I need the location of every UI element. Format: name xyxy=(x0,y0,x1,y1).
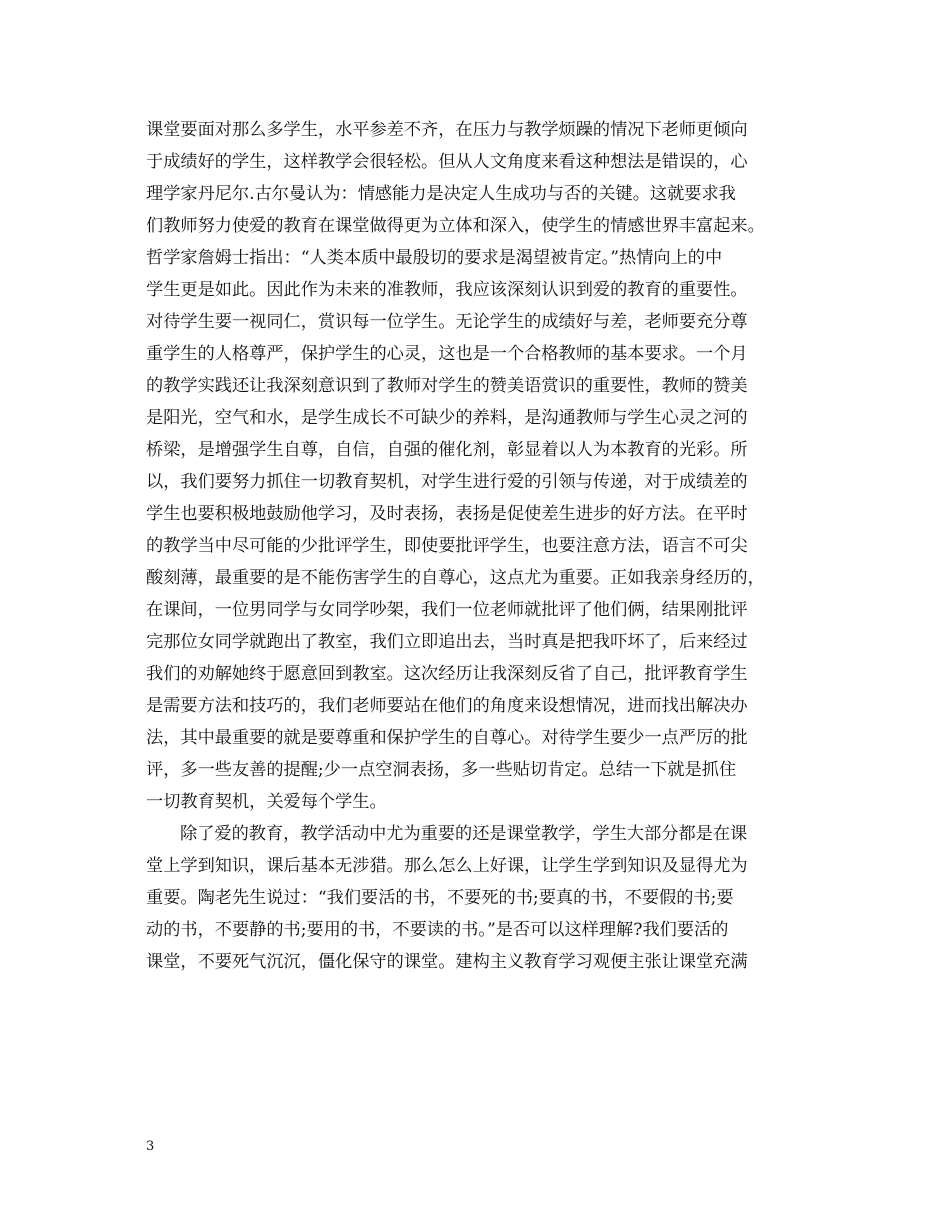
text-line: 我们的劝解她终于愿意回到教室。这次经历让我深刻反省了自己，批评教育学生 xyxy=(146,664,748,684)
text-line: 是阳光，空气和水，是学生成长不可缺少的养料，是沟通教师与学生心灵之河的 xyxy=(146,408,748,428)
text-line: 理学家丹尼尔.古尔曼认为：情感能力是决定人生成功与否的关键。这就要求我 xyxy=(146,184,736,204)
text-line: 课堂要面对那么多学生，水平参差不齐，在压力与教学烦躁的情况下老师更倾向 xyxy=(146,120,748,140)
text-line: 一切教育契机，关爱每个学生。 xyxy=(146,792,387,812)
text-line: 是需要方法和技巧的，我们老师要站在他们的角度来设想情况，进而找出解决办 xyxy=(146,696,748,716)
text-line: 完那位女同学就跑出了教室，我们立即追出去，当时真是把我吓坏了，后来经过 xyxy=(146,632,748,652)
text-line: 评，多一些友善的提醒;少一点空洞表扬，多一些贴切肯定。总结一下就是抓住 xyxy=(146,760,737,780)
text-line: 对待学生要一视同仁，赏识每一位学生。无论学生的成绩好与差，老师要充分尊 xyxy=(146,312,748,332)
text-line: 学生也要积极地鼓励他学习，及时表扬，表扬是促使差生进步的好方法。在平时 xyxy=(146,504,748,524)
text-line: 堂上学到知识，课后基本无涉猎。那么怎么上好课，让学生学到知识及显得尤为 xyxy=(146,856,748,876)
text-line: 们教师努力使爱的教育在课堂做得更为立体和深入，使学生的情感世界丰富起来。 xyxy=(146,216,765,236)
text-line: 以，我们要努力抓住一切教育契机，对学生进行爱的引领与传递，对于成绩差的 xyxy=(146,472,748,492)
text-line: 法，其中最重要的就是要尊重和保护学生的自尊心。对待学生要少一点严厉的批 xyxy=(146,728,748,748)
paragraph-start-line: 除了爱的教育，教学活动中尤为重要的还是课堂教学，学生大部分都是在课 xyxy=(180,824,748,844)
text-line: 哲学家詹姆士指出：“人类本质中最殷切的要求是渴望被肯定。”热情向上的中 xyxy=(146,248,723,268)
text-line: 动的书，不要静的书;要用的书，不要读的书。”是否可以这样理解?我们要活的 xyxy=(146,920,729,940)
text-line: 重要。陶老先生说过：“我们要活的书，不要死的书;要真的书，不要假的书;要 xyxy=(146,888,734,908)
text-line: 的教学实践还让我深刻意识到了教师对学生的赞美语赏识的重要性，教师的赞美 xyxy=(146,376,748,396)
text-line: 于成绩好的学生，这样教学会很轻松。但从人文角度来看这种想法是错误的，心 xyxy=(146,152,748,172)
text-line: 酸刻薄，最重要的是不能伤害学生的自尊心，这点尤为重要。正如我亲身经历的， xyxy=(146,568,765,588)
text-line: 学生更是如此。因此作为未来的准教师，我应该深刻认识到爱的教育的重要性。 xyxy=(146,280,748,300)
page-number: 3 xyxy=(146,1139,155,1154)
text-line: 桥梁，是增强学生自尊，自信，自强的催化剂，彰显着以人为本教育的光彩。所 xyxy=(146,440,748,460)
body-text xyxy=(146,114,812,978)
text-line: 重学生的人格尊严，保护学生的心灵，这也是一个合格教师的基本要求。一个月 xyxy=(146,344,748,364)
text-line: 的教学当中尽可能的少批评学生，即使要批评学生，也要注意方法，语言不可尖 xyxy=(146,536,748,556)
text-line: 在课间，一位男同学与女同学吵架，我们一位老师就批评了他们俩，结果刚批评 xyxy=(146,600,748,620)
text-line: 课堂，不要死气沉沉，僵化保守的课堂。建构主义教育学习观便主张让课堂充满 xyxy=(146,952,748,972)
